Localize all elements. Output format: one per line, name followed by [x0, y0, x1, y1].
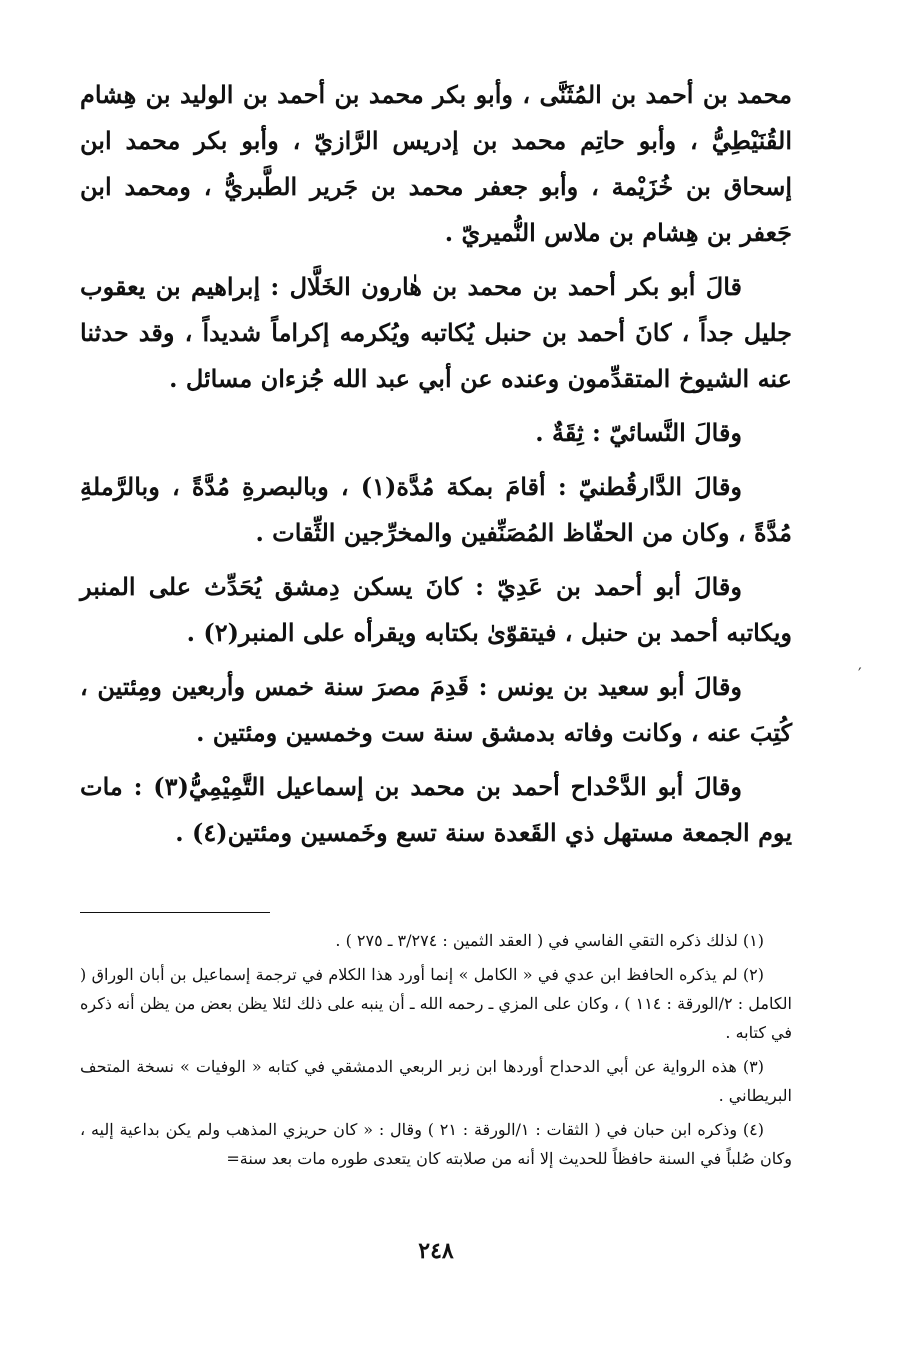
- footnote: (٤) وذكره ابن حبان في ( الثقات : ١/الورقة : ٢١ ) وقال : « كان حريزي المذهب ولم يكن بداعية إليه ، وكان صُلباً في السنة حافظاً للحديث إلا أنه من صلابته كان يتعدى طوره مات بعد سنة=: [80, 1120, 792, 1168]
- paragraph: وقالَ أبو سعيد بن يونس : قَدِمَ مصرَ سنة خمس وأربعين ومِئتين ، كُتِبَ عنه ، وكانت وفاته بدمشق سنة ست وخمسين ومئتين .: [80, 672, 792, 747]
- page-number: ٢٤٨: [418, 1238, 454, 1264]
- paragraph: وقالَ الدَّارقُطنيّ : أقامَ بمكة مُدَّة(١) ، وبالبصرةِ مُدَّةً ، وبالرَّملةِ مُدَّةً ، وكان من الحفّاظ المُصَنِّفين والمخرِّجين الثِّقات .: [80, 472, 792, 547]
- paragraph: قالَ أبو بكر أحمد بن محمد بن هٰارون الخَلَّال : إبراهيم بن يعقوب جليل جداً ، كانَ أحمد بن حنبل يُكاتبه ويُكرمه إكراماً شديداً ، وقد حدثنا عنه الشيوخ المتقدِّمون وعنده عن أبي عبد الله جُزءان مسائل .: [80, 272, 792, 393]
- margin-mark: ′: [858, 664, 862, 683]
- paragraph: وقالَ أبو أحمد بن عَدِيّ : كانَ يسكن دِمشق يُحَدِّث على المنبر ويكاتبه أحمد بن حنبل ، فيتقوّىٰ بكتابه ويقرأه على المنبر(٢) .: [80, 572, 792, 647]
- footnotes: [80, 926, 792, 1178]
- paragraph: وقالَ أبو الدَّحْداح أحمد بن محمد بن إسماعيل التَّمِيْمِيُّ(٣) : مات يوم الجمعة مستهل ذي القَعدة سنة تسع وخَمسين ومئتين(٤) .: [80, 772, 792, 847]
- footnote-separator: [80, 912, 270, 913]
- paragraph: محمد بن أحمد بن المُثَنَّى ، وأبو بكر محمد بن أحمد بن الوليد بن هِشام القُنَيْطِيُّ ، وأبو حاتِم محمد بن إدريس الرَّازيّ ، وأبو بكر محمد ابن إسحاق بن خُزَيْمة ، وأبو جعفر محمد بن جَرير الطَّبريُّ ، ومحمد ابن جَعفر بن هِشام بن ملاس النُّميريّ .: [80, 80, 792, 247]
- footnote: (١) لذلك ذكره التقي الفاسي في ( العقد الثمين : ٣/٢٧٤ ـ ٢٧٥ ) .: [335, 931, 764, 950]
- footnote: (٢) لم يذكره الحافظ ابن عدي في « الكامل » إنما أورد هذا الكلام في ترجمة إسماعيل بن أبان الوراق ( الكامل : ٢/الورقة : ١١٤ ) ، وكان على المزي ـ رحمه الله ـ أن ينبه على ذلك لئلا يظن بعض من يظن أنه ذكره في كتابه .: [80, 965, 792, 1042]
- main-text: [80, 72, 792, 856]
- paragraph: وقالَ النَّسائيّ : ثِقَةٌ .: [535, 418, 742, 447]
- footnote: (٣) هذه الرواية عن أبي الدحداح أوردها ابن زبر الربعي الدمشقي في كتابه « الوفيات » نسخة المتحف البريطاني .: [80, 1057, 792, 1105]
- book-page: [80, 72, 792, 1322]
